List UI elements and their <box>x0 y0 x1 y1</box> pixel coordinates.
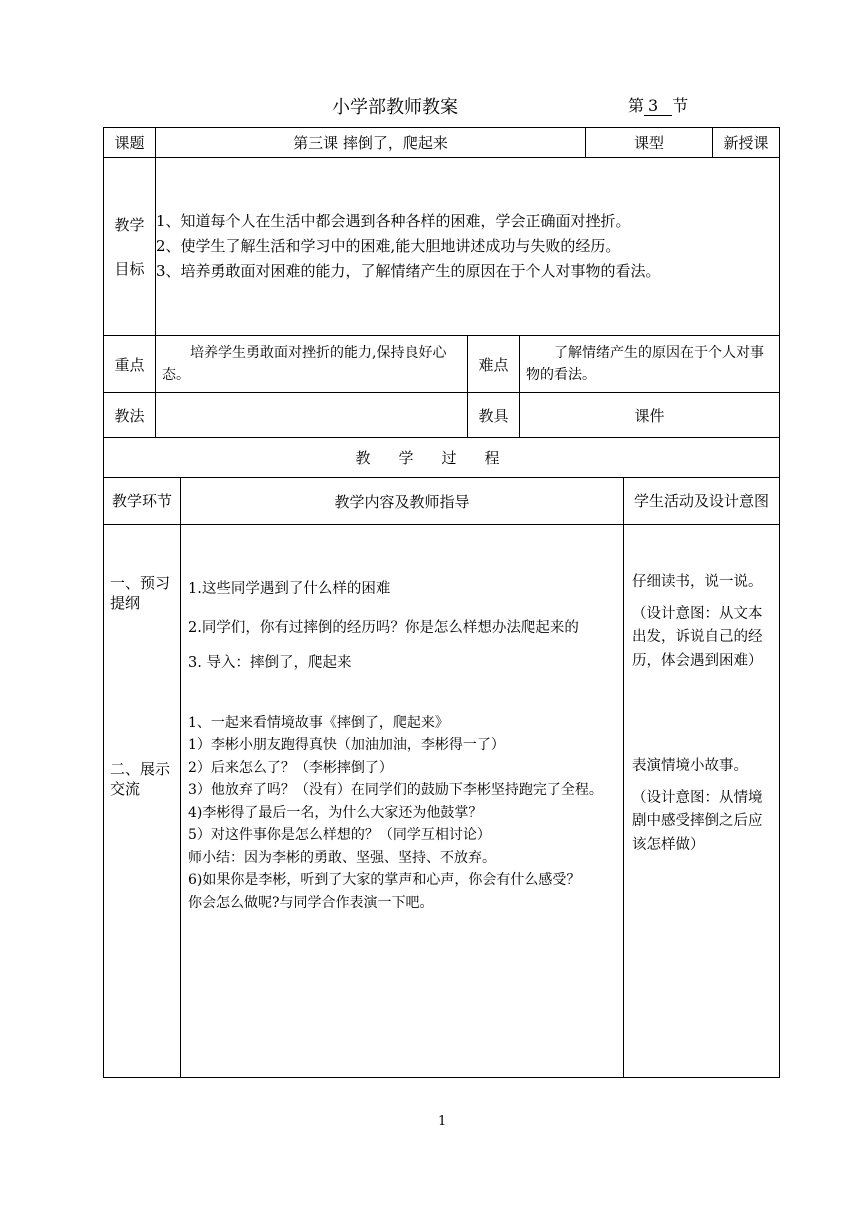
col-activity-header: 学生活动及设计意图 <box>624 478 780 525</box>
content-show <box>181 712 623 915</box>
difficulty-value <box>520 336 780 393</box>
col-stage-header: 教学环节 <box>104 478 181 525</box>
tools-label: 教具 <box>468 393 520 438</box>
content-line: 5）对这件事你是怎么样想的？（同学互相讨论） <box>188 827 491 843</box>
content-line: 你会怎么做呢?与同学合作表演一下吧。 <box>188 894 434 911</box>
content-cell <box>181 525 624 1078</box>
stage-cell <box>104 525 181 1078</box>
activity-preview-intent: （设计意图：从文本出发，诉说自己的经历，体会遇到困难） <box>632 605 763 669</box>
goal-item: 2、使学生了解生活和学习中的困难,能大胆地讲述成功与失败的经历。 <box>156 237 621 255</box>
page-title: 小学部教师教案 <box>332 97 458 118</box>
process-title: 教学过程 <box>104 438 780 478</box>
goals-label <box>104 158 156 336</box>
goals-label-line1: 教学 <box>114 215 145 234</box>
tools-value: 课件 <box>520 393 780 438</box>
content-line: 6)如果你是李彬，听到了大家的掌声和心声，你会有什么感受？ <box>188 872 581 888</box>
activity-cell <box>624 525 780 1078</box>
content-line: 3. 导入：摔倒了，爬起来 <box>188 655 352 671</box>
section-suffix: 节 <box>672 96 689 115</box>
method-value <box>156 393 468 438</box>
activity-preview: 仔细读书，说一说。 <box>632 574 763 590</box>
content-line: 4)李彬得了最后一名，为什么大家还为他鼓掌？ <box>188 804 483 821</box>
col-content-header: 教学内容及教师指导 <box>181 478 624 525</box>
stage-show: 二、展示交流 <box>110 760 171 798</box>
type-value: 新授课 <box>713 128 780 158</box>
topic-value: 第三课 摔倒了，爬起来 <box>156 128 586 158</box>
activity-show: 表演情境小故事。 <box>632 758 748 774</box>
process-table <box>103 477 780 1078</box>
content-line: 1.这些同学遇到了什么样的困难 <box>188 581 391 597</box>
lesson-info-table <box>103 127 780 478</box>
content-line: 3）他放弃了吗？（没有）在同学们的鼓励下李彬坚持跑完了全程。 <box>188 782 603 798</box>
topic-label: 课题 <box>104 128 156 158</box>
content-line: 师小结：因为李彬的勇敢、坚强、坚持、不放弃。 <box>188 849 496 866</box>
type-label: 课型 <box>586 128 713 158</box>
content-line: 1、一起来看情境故事《摔倒了，爬起来》 <box>188 714 449 731</box>
method-label: 教法 <box>104 393 156 438</box>
content-preview <box>181 525 623 675</box>
key-value <box>156 336 468 393</box>
key-label: 重点 <box>104 336 156 393</box>
key-text: 培养学生勇敢面对挫折的能力,保持良好心态。 <box>162 345 447 383</box>
content-line: 2）后来怎么了？（李彬摔倒了） <box>188 759 393 776</box>
activity-show-intent: （设计意图：从情境剧中感受摔倒之后应该怎样做） <box>632 789 763 853</box>
goal-item: 3、培养勇敢面对困难的能力，了解情绪产生的原因在于个人对事物的看法。 <box>156 262 661 280</box>
section-number-value: 3 <box>644 97 672 116</box>
goals-list <box>156 158 780 336</box>
difficulty-text: 了解情绪产生的原因在于个人对事物的看法。 <box>526 345 764 383</box>
page-number: 1 <box>438 1114 447 1129</box>
goal-item: 1、知道每个人在生活中都会遇到各种各样的困难，学会正确面对挫折。 <box>156 212 631 230</box>
difficulty-label: 难点 <box>468 336 520 393</box>
content-line: 1）李彬小朋友跑得真快（加油加油，李彬得一了） <box>188 737 505 753</box>
section-number <box>628 93 688 116</box>
content-line: 2.同学们，你有过摔倒的经历吗？你是怎么样想办法爬起来的 <box>188 619 579 636</box>
goals-label-line2: 目标 <box>114 259 145 278</box>
section-prefix: 第 <box>628 96 645 115</box>
stage-preview: 一、预习提纲 <box>110 574 171 612</box>
